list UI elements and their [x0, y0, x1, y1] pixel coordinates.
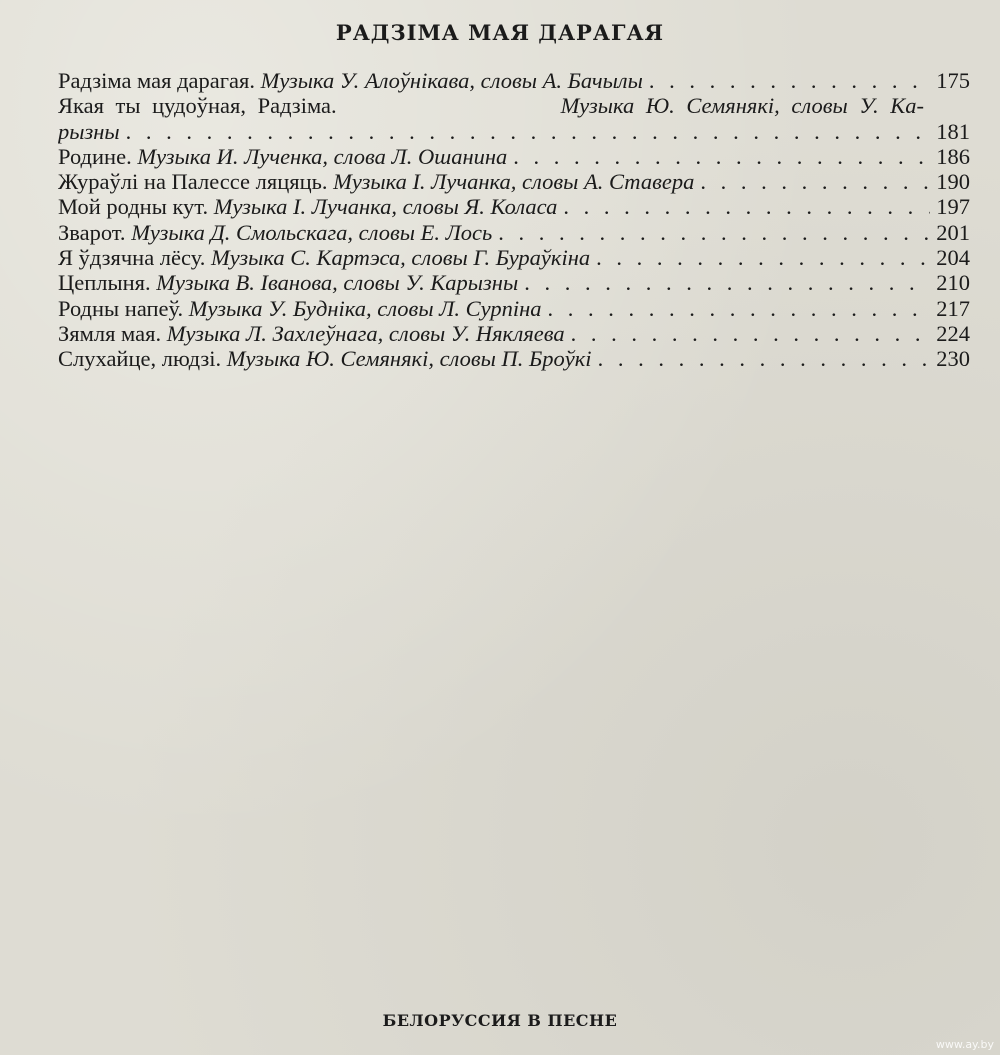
dot-leader [649, 68, 930, 93]
song-credits: Музыка І. Лучанка, словы А. Ставера [333, 169, 695, 195]
page-number: 175 [936, 68, 970, 93]
page-number: 210 [936, 270, 970, 296]
dot-leader [571, 321, 930, 346]
toc-entry [58, 220, 970, 245]
song-credits: Музыка И. Лученка, слова Л. Ошанина [137, 143, 508, 169]
dot-leader [513, 144, 930, 169]
page-number: 230 [936, 346, 970, 372]
song-credits: Музыка Ю. Семянякі, словы П. Броўкі [226, 346, 592, 372]
dot-leader [498, 220, 930, 245]
song-title: Радзіма мая дарагая. [58, 68, 255, 93]
page-number: 224 [936, 320, 970, 346]
song-title: Я ўдзячна лёсу. [58, 245, 206, 271]
toc-entry [58, 144, 970, 169]
page-number: 186 [936, 143, 970, 169]
toc-entry [58, 194, 970, 219]
song-title: Зварот. [58, 219, 126, 245]
toc-entry [58, 296, 970, 321]
dot-leader [524, 270, 930, 295]
dot-leader [548, 296, 930, 321]
table-of-contents [58, 68, 970, 372]
song-title: Зямля мая. [58, 320, 162, 346]
song-credits-continued: рызны [58, 118, 120, 144]
toc-entry [58, 93, 970, 144]
page-number: 217 [936, 295, 970, 321]
watermark: www.ay.by [935, 1038, 994, 1051]
toc-entry [58, 321, 970, 346]
entry-first-line [58, 93, 970, 118]
toc-entry [58, 270, 970, 295]
dot-leader [700, 169, 930, 194]
page-number: 197 [936, 194, 970, 220]
dot-leader [598, 346, 930, 371]
song-title: Слухайце, людзі. [58, 346, 222, 372]
toc-entry [58, 169, 970, 194]
section-title: РАДЗІМА МАЯ ДАРАГАЯ [335, 20, 665, 45]
song-title: Жураўлі на Палессе ляцяць. [58, 169, 328, 195]
song-title: Якая ты цудоўная, Радзіма. [58, 93, 337, 119]
song-title: Цеплыня. [58, 270, 151, 296]
song-credits: Музыка У. Алоўнікава, словы А. Бачылы [260, 68, 643, 93]
page-number: 204 [936, 245, 970, 271]
toc-entry [58, 245, 970, 270]
dot-leader [126, 119, 930, 144]
dot-leader [596, 245, 930, 270]
song-credits: Музыка С. Картэса, словы Г. Бураўкіна [210, 245, 591, 271]
page-number: 201 [936, 219, 970, 245]
song-title: Родны напеў. [58, 295, 184, 321]
dot-leader [563, 194, 930, 219]
song-title: Мой родны кут. [58, 194, 209, 220]
song-credits: Музыка В. Іванова, словы У. Карызны [156, 270, 519, 296]
song-credits: Музыка І. Лучанка, словы Я. Коласа [213, 194, 558, 220]
book-footer-title: БЕЛОРУССИЯ В ПЕСНЕ [382, 1011, 618, 1030]
song-credits: Музыка Ю. Семянякі, словы У. Ка- [560, 93, 924, 119]
song-credits: Музыка Д. Смольскага, словы Е. Лось [131, 219, 493, 245]
toc-entry [58, 68, 970, 93]
toc-entry [58, 346, 970, 371]
page-number: 181 [936, 118, 970, 144]
song-credits: Музыка Л. Захлеўнага, словы У. Някляева [166, 320, 565, 346]
song-title: Родине. [58, 143, 132, 169]
page-number: 190 [936, 169, 970, 195]
song-credits: Музыка У. Будніка, словы Л. Сурпіна [188, 295, 542, 321]
entry-second-line [58, 119, 970, 144]
